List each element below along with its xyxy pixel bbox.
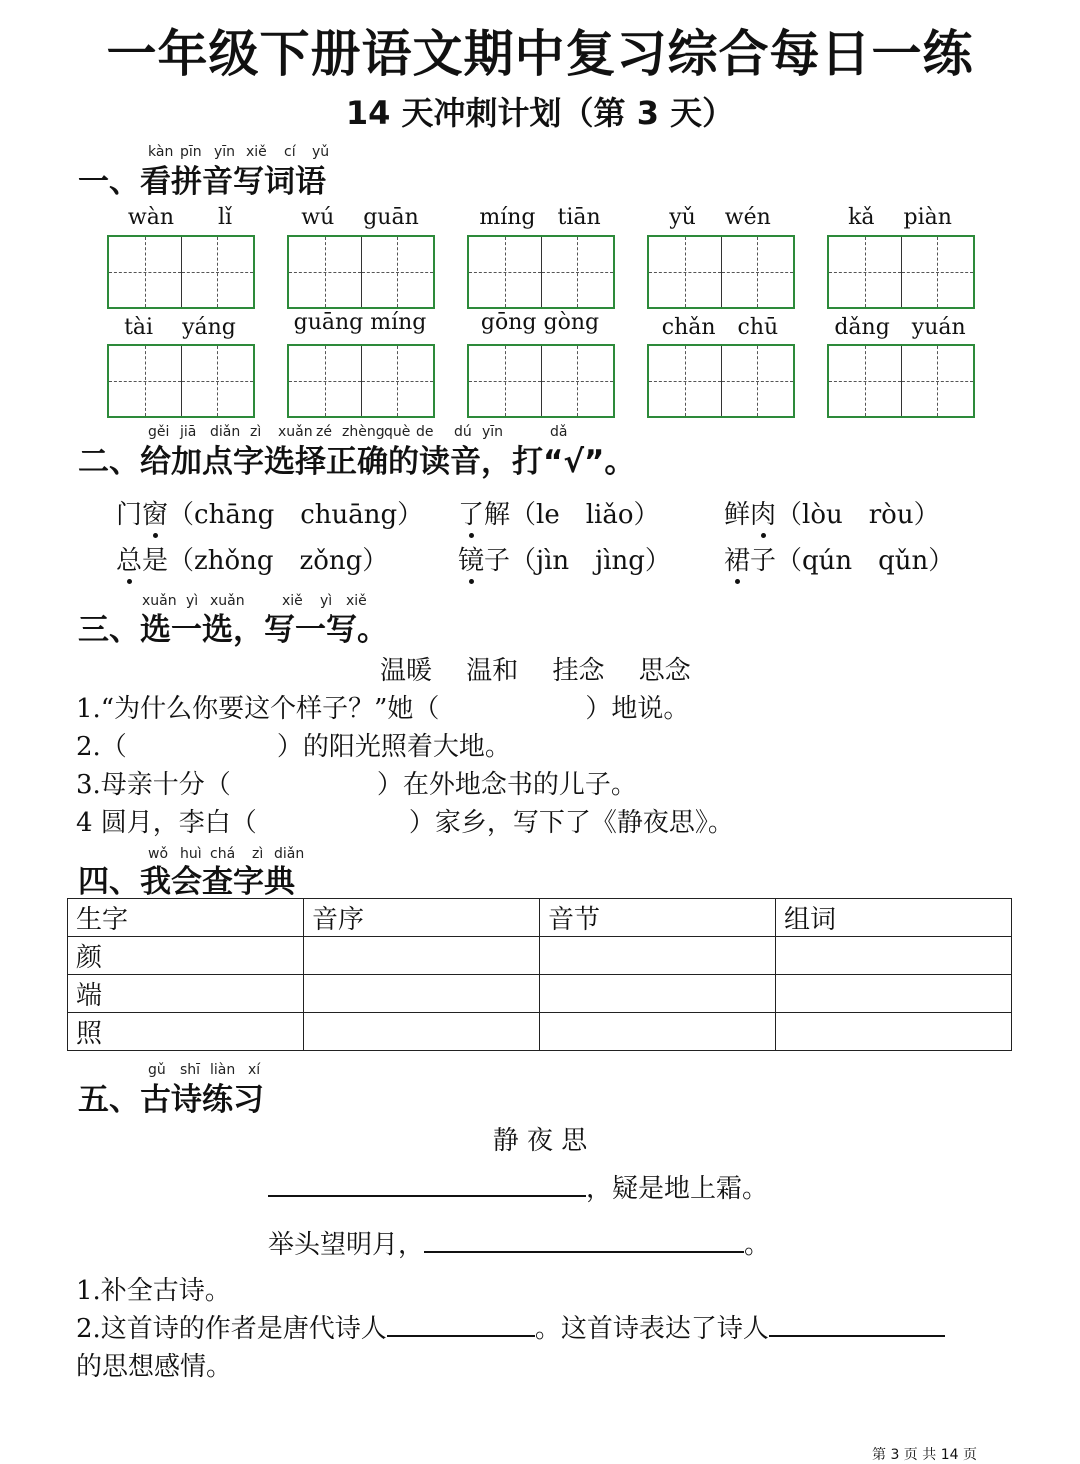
answer-blank[interactable] (424, 1251, 744, 1253)
pronunciation-options[interactable]: （lòu ròu） (776, 500, 940, 530)
writing-grid[interactable] (467, 344, 615, 418)
writing-grid[interactable] (647, 344, 795, 418)
answer-cell[interactable] (776, 975, 1012, 1013)
pinyin-label: kǎ piàn (848, 205, 952, 230)
word-bank: 温暖 温和 挂念 思念 (380, 656, 691, 686)
writing-grid[interactable] (827, 344, 975, 418)
answer-cell[interactable] (304, 975, 540, 1013)
answer-blank[interactable] (387, 1335, 535, 1337)
pronunciation-item: 总是（zhǒng zǒng） (116, 546, 389, 576)
writing-grid[interactable] (107, 344, 255, 418)
answer-blank[interactable] (268, 1195, 586, 1197)
pronunciation-options[interactable]: （le liǎo） (510, 500, 660, 530)
table-header: 音节 (540, 899, 776, 937)
answer-cell[interactable] (776, 937, 1012, 975)
pronunciation-options[interactable]: （qún qǔn） (776, 546, 955, 576)
pinyin-label: chǎn chū (661, 315, 779, 340)
answer-cell[interactable] (540, 937, 776, 975)
table-header-row (68, 899, 1012, 937)
page-title: 一年级下册语文期中复习综合每日一练 (106, 25, 974, 83)
table-row (68, 1013, 1012, 1051)
pronunciation-item: 裙子（qún qǔn） (724, 546, 955, 576)
pronunciation-item: 了解（le liǎo） (458, 500, 660, 530)
answer-cell[interactable] (304, 1013, 540, 1051)
poem-line-2: 举头望明月， 。 (268, 1230, 771, 1260)
writing-grid[interactable] (287, 235, 435, 309)
dictionary-table (67, 898, 1012, 1051)
pronunciation-item: 鲜肉（lòu ròu） (724, 500, 940, 530)
pinyin-label: yǔ wén (669, 205, 771, 230)
section2-heading-pinyin: gěi jiā diǎn zì xuǎn zé zhèng què de dú yīn dǎ (148, 424, 568, 440)
writing-grid[interactable] (647, 235, 795, 309)
section2-heading: 二、给加点字选择正确的读音，打“√”。 (78, 444, 636, 480)
pronunciation-options[interactable]: （zhǒng zǒng） (168, 546, 389, 576)
section3-heading-pinyin: xuǎn yì xuǎn xiě yì xiě (142, 593, 367, 609)
pinyin-label: gōng gòng (480, 310, 600, 335)
section5-heading-pinyin: gǔ shī liàn xí (148, 1062, 261, 1078)
table-row (68, 975, 1012, 1013)
pronunciation-options[interactable]: （jìn jìng） (510, 546, 671, 576)
table-header: 生字 (68, 899, 304, 937)
section1-heading-pinyin: kàn pīn yīn xiě cí yǔ (148, 144, 330, 160)
table-cell-char: 端 (68, 975, 304, 1013)
pronunciation-options[interactable]: （chāng chuāng） (168, 500, 424, 530)
pronunciation-item: 镜子（jìn jìng） (458, 546, 671, 576)
table-header: 组词 (776, 899, 1012, 937)
poem-line-1: ，疑是地上霜。 (268, 1168, 768, 1205)
section4-heading-pinyin: wǒ huì chá zì diǎn (148, 846, 305, 862)
section5-heading: 五、古诗练习 (78, 1082, 264, 1118)
table-cell-char: 照 (68, 1013, 304, 1051)
answer-cell[interactable] (540, 975, 776, 1013)
pinyin-label: míng tiān (479, 205, 601, 230)
page-footer: 第 3 页 共 14 页 (872, 1447, 977, 1463)
answer-cell[interactable] (540, 1013, 776, 1051)
table-header: 音序 (304, 899, 540, 937)
writing-grid[interactable] (827, 235, 975, 309)
pinyin-label: wú guān (301, 205, 419, 230)
fill-question-4: 4 圆月，李白（ ）家乡，写下了《静夜思》。 (76, 808, 734, 838)
poem-title: 静 夜 思 (492, 1126, 588, 1156)
section4-heading: 四、我会查字典 (78, 864, 295, 900)
section1-heading: 一、看拼音写词语 (78, 164, 326, 200)
pinyin-label: wàn lǐ (127, 205, 233, 230)
table-row (68, 937, 1012, 975)
pinyin-label: guāng míng (293, 310, 427, 335)
writing-grid[interactable] (107, 235, 255, 309)
writing-grid[interactable] (467, 235, 615, 309)
pinyin-label: tài yáng (124, 315, 236, 340)
answer-cell[interactable] (776, 1013, 1012, 1051)
fill-question-2: 2.（ ）的阳光照着大地。 (76, 732, 511, 762)
answer-blank[interactable] (769, 1335, 945, 1337)
poem-question-2: 2.这首诗的作者是唐代诗人 。这首诗表达了诗人 (76, 1308, 945, 1345)
pinyin-label: dǎng yuán (834, 315, 966, 340)
section3-heading: 三、选一选，写一写。 (78, 612, 388, 648)
fill-question-3: 3.母亲十分（ ）在外地念书的儿子。 (76, 770, 637, 800)
page-subtitle: 14 天冲刺计划（第 3 天） (345, 94, 735, 132)
writing-grid[interactable] (287, 344, 435, 418)
poem-question-1: 1.补全古诗。 (76, 1276, 231, 1306)
fill-question-1: 1.“为什么你要这个样子？”她（ ）地说。 (76, 694, 690, 724)
poem-question-2-cont: 的思想感情。 (76, 1352, 233, 1382)
table-cell-char: 颜 (68, 937, 304, 975)
pronunciation-item: 门窗（chāng chuāng） (116, 500, 424, 530)
answer-cell[interactable] (304, 937, 540, 975)
